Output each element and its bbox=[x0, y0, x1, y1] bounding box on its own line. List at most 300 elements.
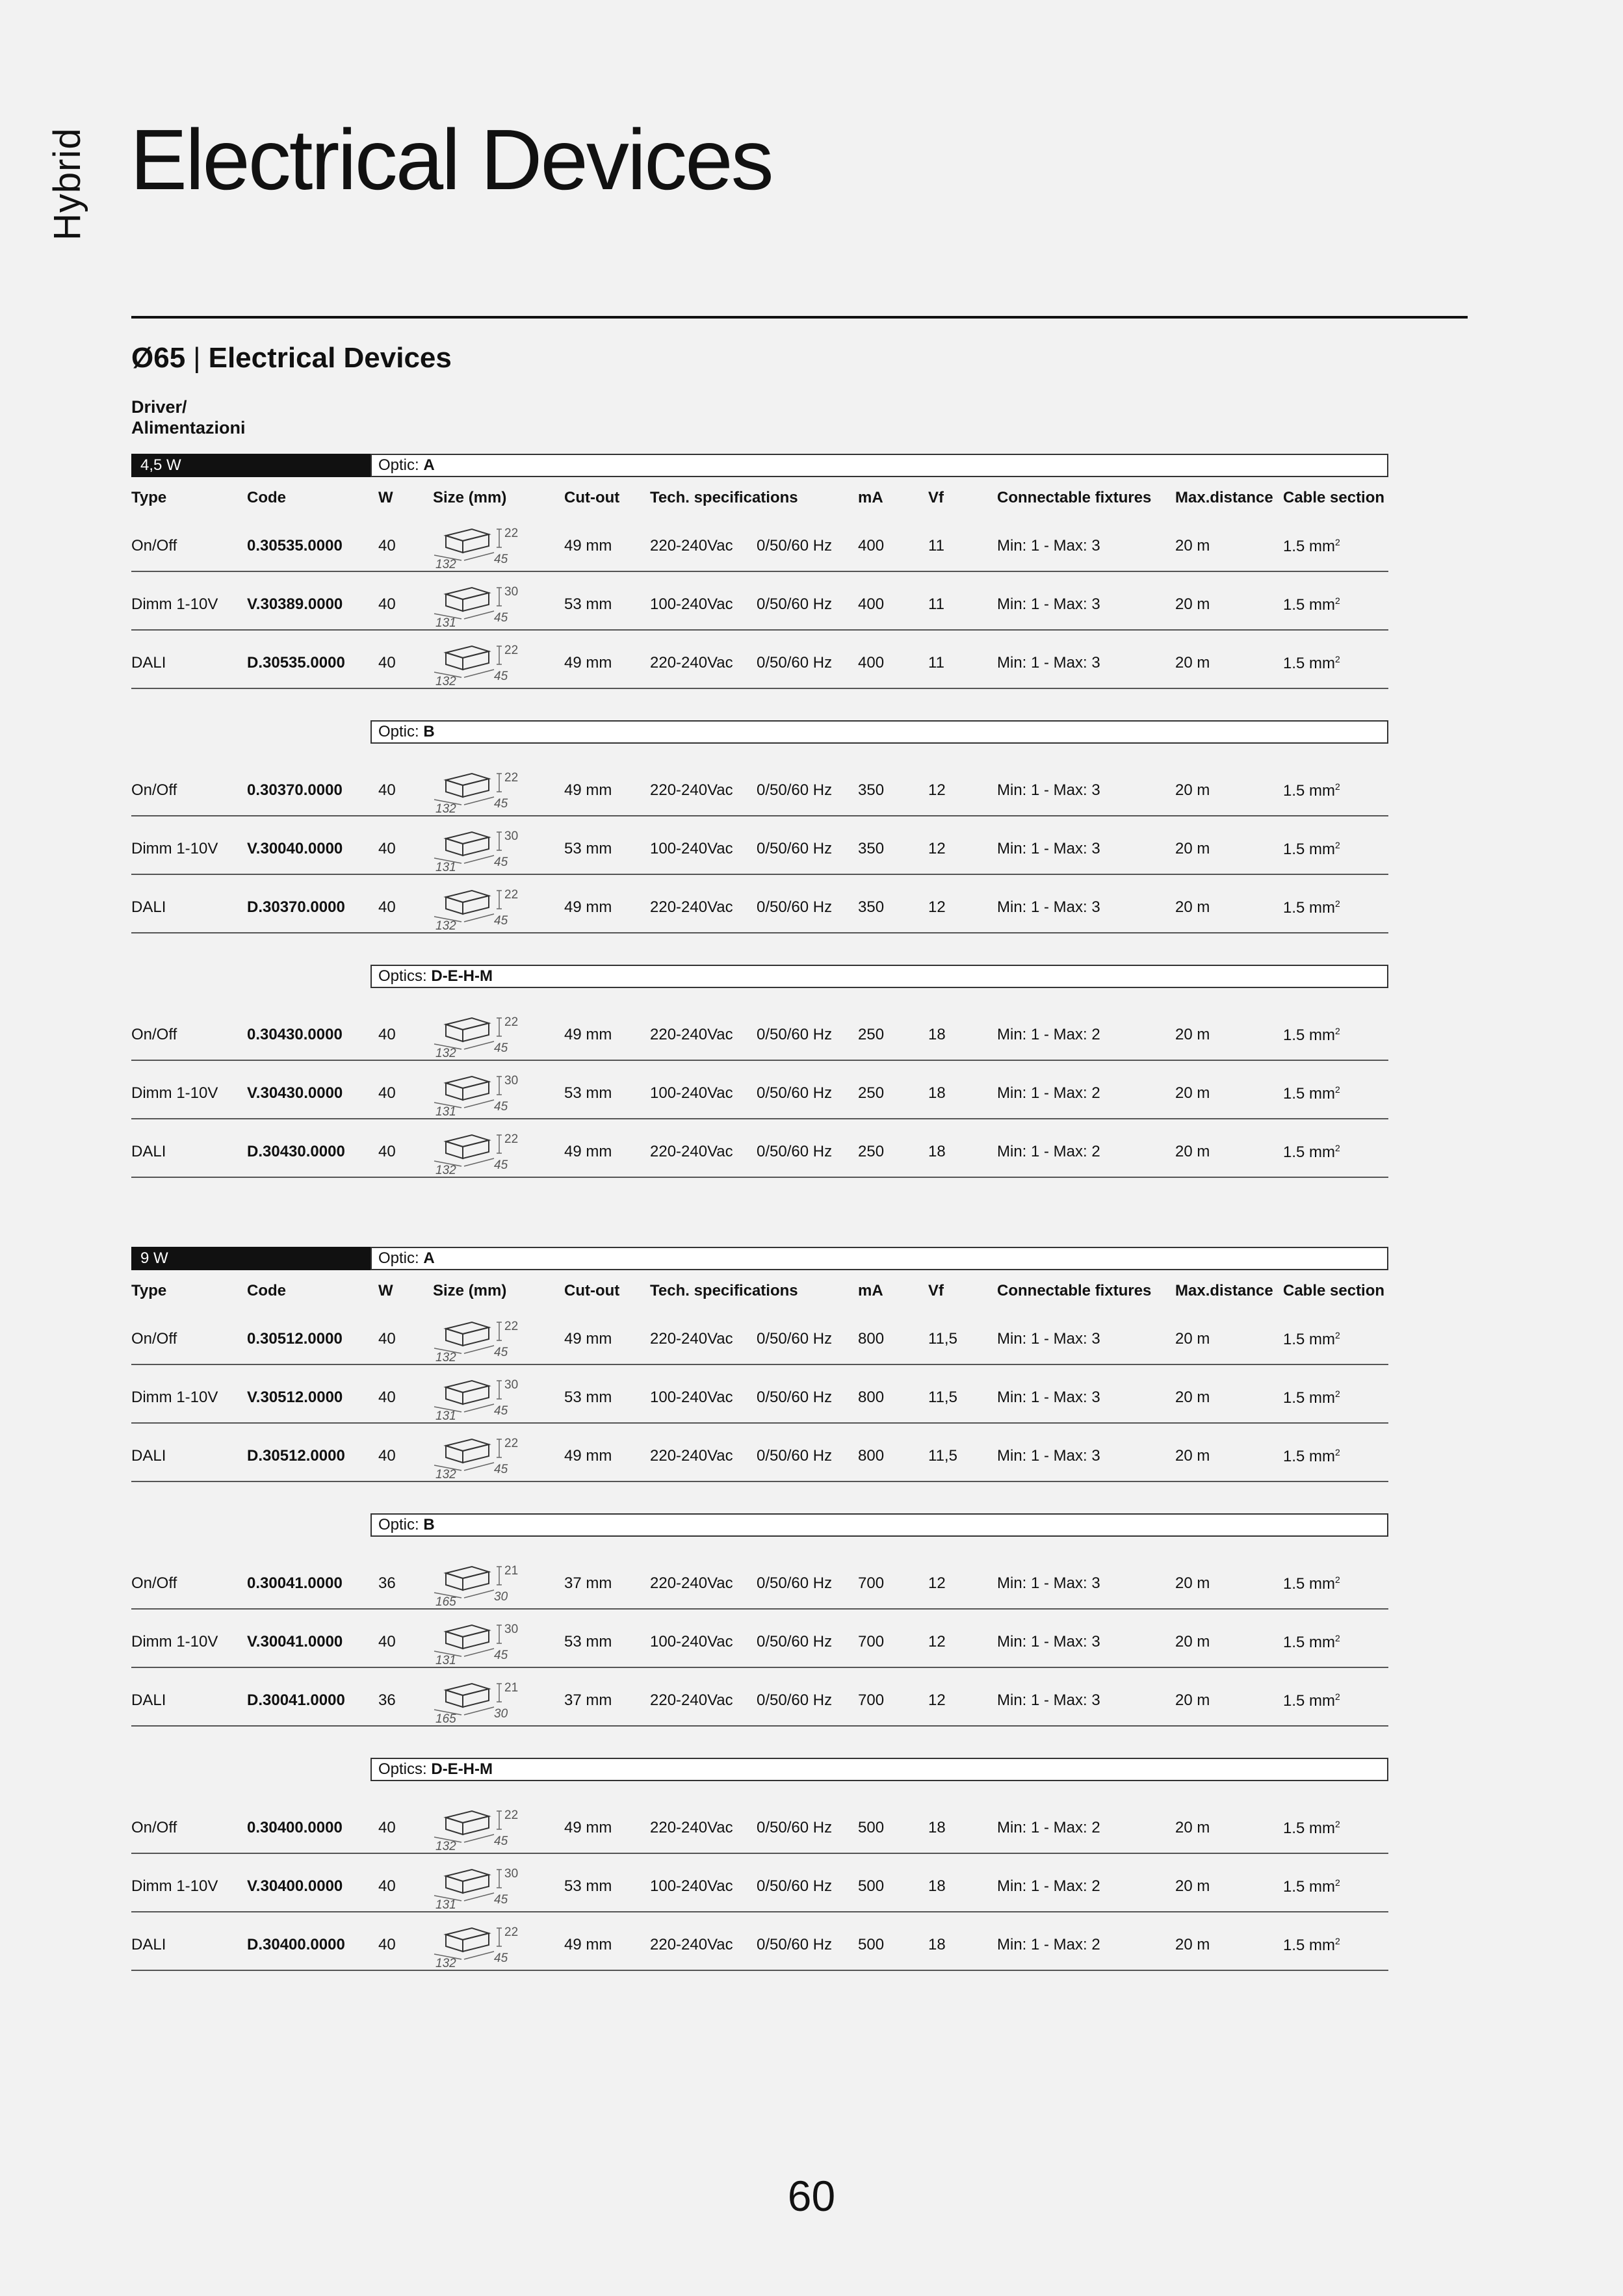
cell-size bbox=[433, 1806, 530, 1856]
size-height: 22 bbox=[504, 644, 519, 657]
cell-code: V.30512.0000 bbox=[247, 1389, 343, 1406]
cable-value: 1.5 mm bbox=[1283, 655, 1336, 672]
cell-cutout: 49 mm bbox=[564, 1936, 612, 1953]
section-name: Electrical Devices bbox=[208, 342, 452, 374]
size-length: 131 bbox=[435, 1409, 456, 1421]
cell-frequency: 0/50/60 Hz bbox=[757, 1330, 833, 1348]
cell-vf: 12 bbox=[928, 898, 946, 916]
optic-box bbox=[370, 965, 1388, 988]
cell-ma: 800 bbox=[858, 1447, 885, 1465]
cable-value: 1.5 mm bbox=[1283, 1634, 1336, 1651]
cell-type: DALI bbox=[131, 898, 166, 916]
cell-ma: 500 bbox=[858, 1936, 885, 1953]
optic-value: B bbox=[423, 723, 435, 740]
cell-cable-section bbox=[1283, 1819, 1340, 1838]
size-width: 45 bbox=[494, 1158, 508, 1172]
cell-code: D.30535.0000 bbox=[247, 654, 345, 672]
cell-ma: 400 bbox=[858, 595, 885, 613]
col-connectable: Connectable fixtures bbox=[997, 1282, 1152, 1299]
optic-label: Optic: bbox=[378, 1516, 419, 1533]
cell-type: On/Off bbox=[131, 781, 177, 799]
cell-cable-section bbox=[1283, 1574, 1340, 1593]
cell-ma: 350 bbox=[858, 781, 885, 799]
size-height: 30 bbox=[504, 1378, 519, 1392]
optic-value: D-E-H-M bbox=[431, 967, 493, 985]
cell-voltage: 100-240Vac bbox=[650, 1389, 733, 1406]
title-divider bbox=[131, 316, 1468, 319]
cell-cutout: 49 mm bbox=[564, 1330, 612, 1348]
cell-w: 40 bbox=[378, 1819, 396, 1836]
optic-box bbox=[370, 720, 1388, 744]
group-spacer bbox=[131, 1727, 1388, 1758]
col-ma: mA bbox=[858, 489, 883, 506]
col-cutout: Cut-out bbox=[564, 489, 620, 506]
cable-unit-superscript: 2 bbox=[1335, 1084, 1340, 1095]
size-length: 131 bbox=[435, 861, 456, 872]
cell-code: 0.30535.0000 bbox=[247, 537, 343, 554]
cell-frequency: 0/50/60 Hz bbox=[757, 1447, 833, 1465]
cell-code: D.30041.0000 bbox=[247, 1691, 345, 1709]
size-height: 22 bbox=[504, 1132, 519, 1146]
cell-w: 40 bbox=[378, 1877, 396, 1895]
cell-w: 40 bbox=[378, 898, 396, 916]
cell-voltage: 220-240Vac bbox=[650, 537, 733, 554]
table-row bbox=[131, 572, 1388, 631]
optic-label: Optics: bbox=[378, 967, 427, 985]
cell-max-distance: 20 m bbox=[1175, 595, 1210, 613]
size-length: 131 bbox=[435, 1898, 456, 1910]
driver-size-icon bbox=[433, 1864, 530, 1910]
cell-cutout: 53 mm bbox=[564, 1084, 612, 1102]
cell-type: On/Off bbox=[131, 537, 177, 554]
col-w: W bbox=[378, 1282, 393, 1299]
cell-w: 36 bbox=[378, 1691, 396, 1709]
cell-voltage: 100-240Vac bbox=[650, 595, 733, 613]
cell-cable-section bbox=[1283, 1936, 1340, 1955]
cell-max-distance: 20 m bbox=[1175, 654, 1210, 672]
cell-type: DALI bbox=[131, 1447, 166, 1465]
cell-size bbox=[433, 1923, 530, 1973]
driver-size-icon bbox=[433, 1561, 530, 1607]
cell-connectable: Min: 1 - Max: 2 bbox=[997, 1877, 1100, 1895]
cell-cutout: 53 mm bbox=[564, 1633, 612, 1650]
col-w: W bbox=[378, 489, 393, 506]
cable-value: 1.5 mm bbox=[1283, 1085, 1336, 1102]
cell-size bbox=[433, 1376, 530, 1426]
size-height: 22 bbox=[504, 1320, 519, 1333]
cell-type: On/Off bbox=[131, 1574, 177, 1592]
cell-w: 36 bbox=[378, 1574, 396, 1592]
optic-value: B bbox=[423, 1516, 435, 1533]
driver-size-icon bbox=[433, 827, 530, 872]
col-maxdist: Max.distance bbox=[1175, 489, 1273, 506]
table-row bbox=[131, 1119, 1388, 1178]
size-length: 131 bbox=[435, 616, 456, 628]
cell-type: DALI bbox=[131, 1691, 166, 1709]
cell-ma: 700 bbox=[858, 1633, 885, 1650]
cell-connectable: Min: 1 - Max: 3 bbox=[997, 1330, 1100, 1348]
optic-box bbox=[370, 1758, 1388, 1781]
cell-voltage: 220-240Vac bbox=[650, 654, 733, 672]
column-headers bbox=[131, 1270, 1388, 1307]
cell-cable-section bbox=[1283, 1084, 1340, 1103]
size-width: 45 bbox=[494, 914, 508, 928]
cell-cable-section bbox=[1283, 1143, 1340, 1162]
cable-value: 1.5 mm bbox=[1283, 1878, 1336, 1896]
size-height: 22 bbox=[504, 1437, 519, 1450]
group-spacer bbox=[131, 689, 1388, 720]
cell-max-distance: 20 m bbox=[1175, 1691, 1210, 1709]
cell-frequency: 0/50/60 Hz bbox=[757, 654, 833, 672]
cell-max-distance: 20 m bbox=[1175, 1633, 1210, 1650]
cell-ma: 400 bbox=[858, 654, 885, 672]
cable-value: 1.5 mm bbox=[1283, 1389, 1336, 1407]
cable-value: 1.5 mm bbox=[1283, 538, 1336, 555]
cable-value: 1.5 mm bbox=[1283, 841, 1336, 858]
cell-code: D.30512.0000 bbox=[247, 1447, 345, 1465]
cell-type: Dimm 1-10V bbox=[131, 1084, 218, 1102]
cell-frequency: 0/50/60 Hz bbox=[757, 1084, 833, 1102]
cell-cable-section bbox=[1283, 1389, 1340, 1407]
header-spacer bbox=[131, 988, 1388, 1002]
cell-w: 40 bbox=[378, 781, 396, 799]
group-spacer bbox=[131, 933, 1388, 965]
cell-size bbox=[433, 1013, 530, 1063]
cell-code: D.30370.0000 bbox=[247, 898, 345, 916]
cell-frequency: 0/50/60 Hz bbox=[757, 781, 833, 799]
section-title bbox=[131, 342, 452, 374]
cell-max-distance: 20 m bbox=[1175, 781, 1210, 799]
power-block bbox=[131, 454, 1388, 1178]
cell-cable-section bbox=[1283, 1447, 1340, 1466]
cell-vf: 11,5 bbox=[928, 1330, 957, 1348]
size-height: 30 bbox=[504, 829, 519, 843]
cell-voltage: 100-240Vac bbox=[650, 1877, 733, 1895]
cell-size bbox=[433, 1317, 530, 1367]
cell-vf: 11,5 bbox=[928, 1389, 957, 1406]
cell-type: On/Off bbox=[131, 1026, 177, 1043]
optic-header bbox=[131, 720, 1388, 744]
cell-connectable: Min: 1 - Max: 3 bbox=[997, 898, 1100, 916]
table-row bbox=[131, 1307, 1388, 1365]
cell-size bbox=[433, 1678, 530, 1729]
cell-cable-section bbox=[1283, 840, 1340, 859]
cell-ma: 350 bbox=[858, 898, 885, 916]
cell-w: 40 bbox=[378, 1143, 396, 1160]
optic-label: Optics: bbox=[378, 1760, 427, 1778]
cell-cable-section bbox=[1283, 781, 1340, 800]
cell-voltage: 220-240Vac bbox=[650, 1936, 733, 1953]
header-spacer bbox=[131, 1537, 1388, 1551]
cell-vf: 12 bbox=[928, 781, 946, 799]
cell-voltage: 220-240Vac bbox=[650, 1574, 733, 1592]
cell-code: 0.30512.0000 bbox=[247, 1330, 343, 1348]
cell-cutout: 49 mm bbox=[564, 654, 612, 672]
cell-w: 40 bbox=[378, 1026, 396, 1043]
size-length: 165 bbox=[435, 1595, 456, 1607]
cell-code: V.30040.0000 bbox=[247, 840, 343, 857]
cell-voltage: 220-240Vac bbox=[650, 1143, 733, 1160]
cell-max-distance: 20 m bbox=[1175, 1447, 1210, 1465]
cable-unit-superscript: 2 bbox=[1335, 898, 1340, 909]
cell-cutout: 49 mm bbox=[564, 537, 612, 554]
cell-frequency: 0/50/60 Hz bbox=[757, 1819, 833, 1836]
driver-size-icon bbox=[433, 1071, 530, 1117]
cell-cable-section bbox=[1283, 898, 1340, 917]
cell-size bbox=[433, 885, 530, 935]
cell-size bbox=[433, 641, 530, 691]
cell-max-distance: 20 m bbox=[1175, 537, 1210, 554]
size-width: 45 bbox=[494, 553, 508, 566]
cable-unit-superscript: 2 bbox=[1335, 781, 1340, 792]
cell-ma: 500 bbox=[858, 1819, 885, 1836]
size-height: 22 bbox=[504, 1015, 519, 1029]
cell-w: 40 bbox=[378, 654, 396, 672]
cell-vf: 12 bbox=[928, 1574, 946, 1592]
optic-header bbox=[131, 965, 1388, 988]
cable-unit-superscript: 2 bbox=[1335, 654, 1340, 664]
cell-max-distance: 20 m bbox=[1175, 1936, 1210, 1953]
driver-size-icon bbox=[433, 885, 530, 931]
size-length: 165 bbox=[435, 1712, 456, 1724]
size-width: 45 bbox=[494, 797, 508, 811]
cell-voltage: 220-240Vac bbox=[650, 1447, 733, 1465]
cell-code: D.30400.0000 bbox=[247, 1936, 345, 1953]
size-width: 45 bbox=[494, 1404, 508, 1418]
size-width: 45 bbox=[494, 1346, 508, 1359]
col-code: Code bbox=[247, 1282, 286, 1299]
cell-connectable: Min: 1 - Max: 3 bbox=[997, 1691, 1100, 1709]
size-length: 132 bbox=[435, 1047, 456, 1058]
cell-cutout: 49 mm bbox=[564, 1143, 612, 1160]
col-vf: Vf bbox=[928, 489, 944, 506]
table-row bbox=[131, 1854, 1388, 1912]
cell-frequency: 0/50/60 Hz bbox=[757, 1936, 833, 1953]
driver-tables bbox=[131, 454, 1388, 2040]
page-title: Electrical Devices bbox=[130, 112, 772, 207]
table-row bbox=[131, 875, 1388, 933]
cell-vf: 12 bbox=[928, 1633, 946, 1650]
size-length: 132 bbox=[435, 1164, 456, 1175]
cell-code: 0.30430.0000 bbox=[247, 1026, 343, 1043]
size-height: 22 bbox=[504, 771, 519, 785]
cell-vf: 18 bbox=[928, 1819, 946, 1836]
size-height: 22 bbox=[504, 888, 519, 902]
optic-value: A bbox=[423, 456, 435, 474]
cell-type: DALI bbox=[131, 1936, 166, 1953]
driver-size-icon bbox=[433, 1620, 530, 1665]
optic-header bbox=[131, 454, 1388, 477]
cell-max-distance: 20 m bbox=[1175, 898, 1210, 916]
header-spacer bbox=[131, 1781, 1388, 1795]
driver-size-icon bbox=[433, 1678, 530, 1724]
col-size: Size (mm) bbox=[433, 489, 507, 506]
driver-size-icon bbox=[433, 524, 530, 569]
cell-cable-section bbox=[1283, 1026, 1340, 1045]
cell-vf: 11 bbox=[928, 595, 944, 613]
col-cable: Cable section bbox=[1283, 489, 1385, 506]
cell-cable-section bbox=[1283, 537, 1340, 556]
cable-unit-superscript: 2 bbox=[1335, 1447, 1340, 1457]
cell-w: 40 bbox=[378, 1330, 396, 1348]
cell-frequency: 0/50/60 Hz bbox=[757, 1877, 833, 1895]
cell-voltage: 220-240Vac bbox=[650, 1819, 733, 1836]
cable-unit-superscript: 2 bbox=[1335, 1574, 1340, 1585]
cell-voltage: 220-240Vac bbox=[650, 1691, 733, 1709]
cell-connectable: Min: 1 - Max: 2 bbox=[997, 1084, 1100, 1102]
cell-type: DALI bbox=[131, 1143, 166, 1160]
cell-ma: 800 bbox=[858, 1330, 885, 1348]
cell-frequency: 0/50/60 Hz bbox=[757, 1691, 833, 1709]
cell-code: 0.30370.0000 bbox=[247, 781, 343, 799]
cell-w: 40 bbox=[378, 1084, 396, 1102]
cable-value: 1.5 mm bbox=[1283, 1820, 1336, 1837]
driver-size-icon bbox=[433, 1806, 530, 1851]
size-height: 30 bbox=[504, 1623, 519, 1636]
cell-vf: 18 bbox=[928, 1084, 946, 1102]
cell-connectable: Min: 1 - Max: 2 bbox=[997, 1936, 1100, 1953]
table-row bbox=[131, 1610, 1388, 1668]
cell-max-distance: 20 m bbox=[1175, 1389, 1210, 1406]
cell-code: V.30400.0000 bbox=[247, 1877, 343, 1895]
column-headers bbox=[131, 477, 1388, 514]
cell-ma: 800 bbox=[858, 1389, 885, 1406]
cell-ma: 250 bbox=[858, 1143, 885, 1160]
size-height: 22 bbox=[504, 527, 519, 540]
table-row bbox=[131, 1795, 1388, 1854]
optic-label: Optic: bbox=[378, 1249, 419, 1267]
cell-vf: 18 bbox=[928, 1877, 946, 1895]
cell-max-distance: 20 m bbox=[1175, 1143, 1210, 1160]
driver-size-icon bbox=[433, 1013, 530, 1058]
cell-w: 40 bbox=[378, 1633, 396, 1650]
cell-cutout: 53 mm bbox=[564, 840, 612, 857]
cell-voltage: 100-240Vac bbox=[650, 1633, 733, 1650]
cell-cable-section bbox=[1283, 654, 1340, 673]
cell-w: 40 bbox=[378, 1447, 396, 1465]
size-width: 45 bbox=[494, 1834, 508, 1848]
cell-connectable: Min: 1 - Max: 2 bbox=[997, 1819, 1100, 1836]
cell-vf: 12 bbox=[928, 840, 946, 857]
size-length: 132 bbox=[435, 1468, 456, 1480]
cell-vf: 12 bbox=[928, 1691, 946, 1709]
cell-w: 40 bbox=[378, 537, 396, 554]
optic-header bbox=[131, 1758, 1388, 1781]
table-row bbox=[131, 1668, 1388, 1727]
cell-type: Dimm 1-10V bbox=[131, 1633, 218, 1650]
cell-frequency: 0/50/60 Hz bbox=[757, 1026, 833, 1043]
optic-label: Optic: bbox=[378, 723, 419, 740]
cell-code: V.30430.0000 bbox=[247, 1084, 343, 1102]
cable-unit-superscript: 2 bbox=[1335, 1936, 1340, 1946]
col-tech: Tech. specifications bbox=[650, 1282, 798, 1299]
cell-max-distance: 20 m bbox=[1175, 1026, 1210, 1043]
cell-connectable: Min: 1 - Max: 3 bbox=[997, 840, 1100, 857]
size-width: 45 bbox=[494, 611, 508, 625]
cable-value: 1.5 mm bbox=[1283, 1026, 1336, 1044]
size-length: 132 bbox=[435, 1351, 456, 1363]
cell-ma: 700 bbox=[858, 1691, 885, 1709]
cell-ma: 400 bbox=[858, 537, 885, 554]
cell-frequency: 0/50/60 Hz bbox=[757, 1389, 833, 1406]
cell-cutout: 49 mm bbox=[564, 1447, 612, 1465]
table-row bbox=[131, 1061, 1388, 1119]
cell-ma: 700 bbox=[858, 1574, 885, 1592]
size-width: 30 bbox=[494, 1590, 508, 1604]
size-width: 45 bbox=[494, 855, 508, 869]
cell-w: 40 bbox=[378, 1936, 396, 1953]
driver-size-icon bbox=[433, 1317, 530, 1363]
side-label: Hybrid bbox=[46, 127, 88, 241]
cable-value: 1.5 mm bbox=[1283, 596, 1336, 614]
cable-value: 1.5 mm bbox=[1283, 782, 1336, 800]
size-width: 45 bbox=[494, 1041, 508, 1055]
page-number: 60 bbox=[787, 2172, 836, 2220]
table-row bbox=[131, 758, 1388, 816]
cell-connectable: Min: 1 - Max: 2 bbox=[997, 1026, 1100, 1043]
cell-cable-section bbox=[1283, 1691, 1340, 1710]
col-cutout: Cut-out bbox=[564, 1282, 620, 1299]
optic-header bbox=[131, 1513, 1388, 1537]
cable-value: 1.5 mm bbox=[1283, 1331, 1336, 1348]
table-row bbox=[131, 1424, 1388, 1482]
col-connectable: Connectable fixtures bbox=[997, 489, 1152, 506]
size-height: 30 bbox=[504, 1074, 519, 1088]
cell-size bbox=[433, 524, 530, 574]
cell-type: Dimm 1-10V bbox=[131, 595, 218, 613]
size-height: 21 bbox=[504, 1564, 519, 1578]
cable-value: 1.5 mm bbox=[1283, 1448, 1336, 1465]
cell-cutout: 49 mm bbox=[564, 1819, 612, 1836]
subtitle: Driver/ Alimentazioni bbox=[131, 397, 246, 437]
cell-cable-section bbox=[1283, 595, 1340, 614]
cell-connectable: Min: 1 - Max: 3 bbox=[997, 654, 1100, 672]
cell-size bbox=[433, 1561, 530, 1611]
cell-type: Dimm 1-10V bbox=[131, 840, 218, 857]
size-width: 45 bbox=[494, 670, 508, 683]
col-vf: Vf bbox=[928, 1282, 944, 1299]
cell-connectable: Min: 1 - Max: 3 bbox=[997, 1447, 1100, 1465]
table-row bbox=[131, 631, 1388, 689]
cell-size bbox=[433, 768, 530, 818]
cell-w: 40 bbox=[378, 1389, 396, 1406]
cell-voltage: 220-240Vac bbox=[650, 1026, 733, 1043]
cable-value: 1.5 mm bbox=[1283, 1575, 1336, 1593]
cell-max-distance: 20 m bbox=[1175, 1819, 1210, 1836]
cell-ma: 250 bbox=[858, 1084, 885, 1102]
optic-box bbox=[370, 1247, 1388, 1270]
optic-label: Optic: bbox=[378, 456, 419, 474]
cell-cutout: 49 mm bbox=[564, 898, 612, 916]
size-length: 132 bbox=[435, 919, 456, 931]
size-height: 22 bbox=[504, 1925, 519, 1939]
table-row bbox=[131, 514, 1388, 572]
optic-value: A bbox=[423, 1249, 435, 1267]
cell-cable-section bbox=[1283, 1633, 1340, 1652]
cell-vf: 18 bbox=[928, 1936, 946, 1953]
cable-unit-superscript: 2 bbox=[1335, 1389, 1340, 1399]
cell-size bbox=[433, 1620, 530, 1670]
col-maxdist: Max.distance bbox=[1175, 1282, 1273, 1299]
cell-size bbox=[433, 827, 530, 877]
driver-size-icon bbox=[433, 641, 530, 686]
cell-code: 0.30400.0000 bbox=[247, 1819, 343, 1836]
cell-type: DALI bbox=[131, 654, 166, 672]
optic-box bbox=[370, 454, 1388, 477]
size-height: 21 bbox=[504, 1681, 519, 1695]
cell-max-distance: 20 m bbox=[1175, 1574, 1210, 1592]
cell-vf: 11,5 bbox=[928, 1447, 957, 1465]
